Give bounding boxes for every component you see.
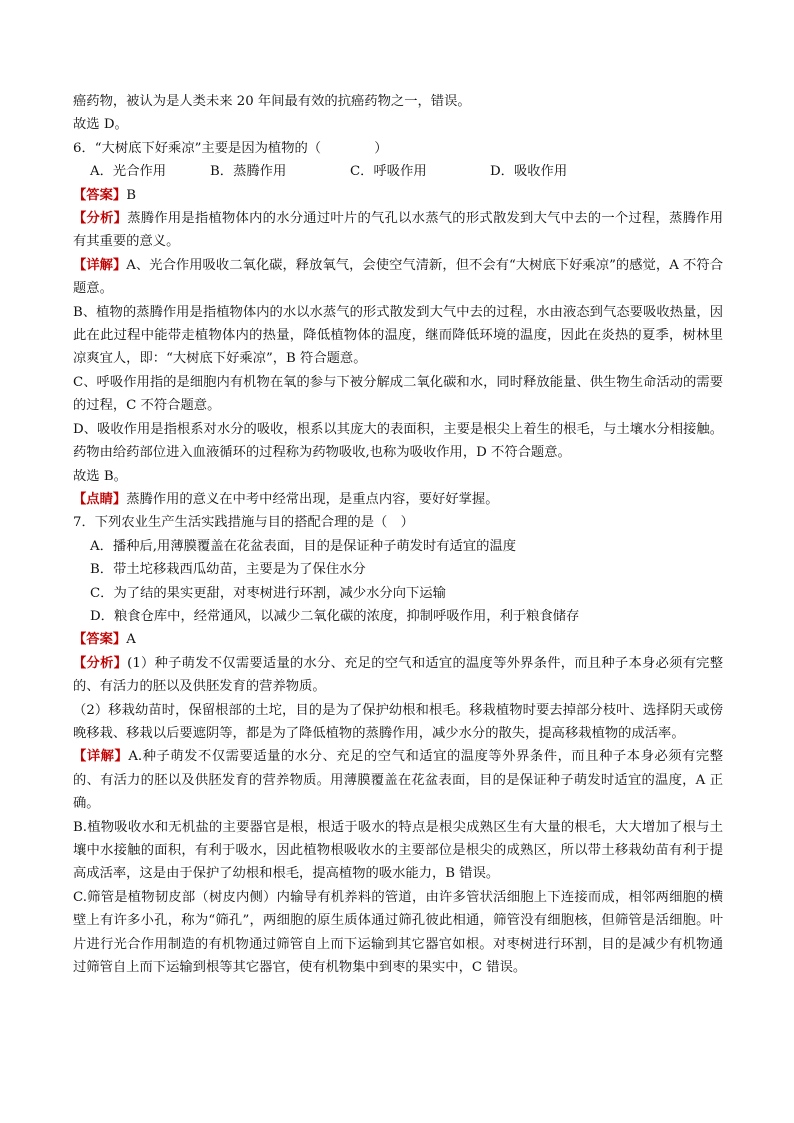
detail-text: A、光合作用吸收二氧化碳，释放氧气，会使空气清新，但不会有“大树底下好乘凉”的感觉，A 不符合题意。 xyxy=(73,257,723,297)
q6-comment xyxy=(73,488,723,511)
q7-analysis-2: （2）移栽幼苗时，保留根部的土坨，目的是为了保护幼根和根毛。移栽植物时要去掉部分枝叶、选择阴天或傍晚移栽、移栽以后要遮阴等，都是为了降低植物的蒸腾作用，减少水分的散失，提高移栽植物的成活率。 xyxy=(73,702,723,741)
comment-text: 蒸腾作用的意义在中考中经常出现，是重点内容，要好好掌握。 xyxy=(126,491,499,507)
q7-detail-b: B.植物吸收水和无机盐的主要器官是根，根适于吸水的特点是根尖成熟区生有大量的根毛，大大增加了根与土壤中水接触的面积，有利于吸水，因此植物根吸收水的主要部位是根尖的成熟区，所以带土移栽幼苗有利于提高成活率，这是由于保护了幼根和根毛，提高植物的吸水能力，B 错误。 xyxy=(73,819,723,882)
q7-option-d: D．粮食仓库中，经常通风，以减少二氧化碳的浓度，抑制呼吸作用，利于粮食储存 xyxy=(90,608,580,624)
q7-detail-a xyxy=(73,745,723,815)
q6-answer xyxy=(73,184,723,207)
q5-choose: 故选 D。 xyxy=(73,117,128,133)
detail-tag: 【详解】 xyxy=(73,749,129,765)
q6-detail-b: B、植物的蒸腾作用是指植物体内的水以水蒸气的形式散发到大气中去的过程，水由液态到气态要吸收热量，因此在此过程中能带走植物体内的热量，降低植物体的温度，继而降低环境的温度，因此在炎热的夏季，树林里凉爽宜人，即：“大树底下好乘凉”，B 符合题意。 xyxy=(73,304,723,367)
q6-options xyxy=(73,160,723,183)
answer-tag: 【答案】 xyxy=(73,187,127,203)
detail-text: A.种子萌发不仅需要适量的水分、充足的空气和适宜的温度等外界条件，而且种子本身必须有完整的、有活力的胚以及供胚发育的营养物质。用薄膜覆盖在花盆表面，目的是保证种子萌发时适宜的温度，A 正确。 xyxy=(73,749,724,812)
comment-tag: 【点睛】 xyxy=(73,491,127,507)
q7-analysis-1 xyxy=(73,652,723,699)
q7-detail-c: C.筛管是植物韧皮部（树皮内侧）内输导有机养料的管道，由许多管状活细胞上下连接而成，相邻两细胞的横壁上有许多小孔，称为“筛孔”，两细胞的原生质体通过筛孔彼此相通，筛管没有细胞核，但筛管是活细胞。叶片进行光合作用制造的有机物通过筛管自上而下运输到其它器官如根。对枣树进行环割，目的是减少有机物通过筛管自上而下运输到根等其它器官，使有机物集中到枣的果实中，C 错误。 xyxy=(73,889,723,976)
q6-detail-a xyxy=(73,254,723,301)
q7-stem: 7．下列农业生产生活实践措施与目的搭配合理的是（ ） xyxy=(73,515,414,531)
answer-value: A xyxy=(126,632,136,648)
detail-tag: 【详解】 xyxy=(73,257,127,273)
q7-answer xyxy=(73,628,723,651)
document-page xyxy=(73,90,723,979)
q5-tail-line: 癌药物，被认为是人类未来 20 年间最有效的抗癌药物之一，错误。 xyxy=(73,94,471,109)
q7-option-c: C．为了结的果实更甜，对枣树进行环割，减少水分向下运输 xyxy=(90,585,446,601)
q6-stem: 6．“大树底下好乘凉”主要是因为植物的（ ） xyxy=(73,140,388,156)
q6-option-b: B．蒸腾作用 xyxy=(210,164,287,180)
q7-option-b: B．带土坨移栽西瓜幼苗，主要是为了保住水分 xyxy=(90,562,366,578)
analysis-tag: 【分析】 xyxy=(73,211,128,227)
q7-option-a: A．播种后,用薄膜覆盖在花盆表面，目的是保证种子萌发时有适宜的温度 xyxy=(90,538,517,554)
analysis-text: (1）种子萌发不仅需要适量的水分、充足的空气和适宜的温度等外界条件，而且种子本身必须有完整的、有活力的胚以及供胚发育的营养物质。 xyxy=(73,655,724,695)
analysis-text: 蒸腾作用是指植物体内的水分通过叶片的气孔以水蒸气的形式散发到大气中去的一个过程，蒸腾作用有其重要的意义。 xyxy=(73,211,723,250)
q6-choose: 故选 B。 xyxy=(73,468,127,484)
answer-tag: 【答案】 xyxy=(73,632,127,648)
answer-value: B xyxy=(126,187,136,203)
q6-option-c: C．呼吸作用 xyxy=(350,164,427,180)
analysis-tag: 【分析】 xyxy=(73,655,128,671)
q6-detail-d: D、吸收作用是指根系对水分的吸收，根系以其庞大的表面积，主要是根尖上着生的根毛，与土壤水分相接触。药物由给药部位进入血液循环的过程称为药物吸收,也称为吸收作用，D 不符合题意。 xyxy=(73,421,723,461)
q6-detail-c: C、呼吸作用指的是细胞内有机物在氧的参与下被分解成二氧化碳和水，同时释放能量、供生物生命活动的需要的过程，C 不符合题意。 xyxy=(73,374,723,414)
q6-option-a: A．光合作用 xyxy=(90,164,167,180)
q6-option-d: D．吸收作用 xyxy=(490,164,568,180)
q6-analysis xyxy=(73,207,723,254)
